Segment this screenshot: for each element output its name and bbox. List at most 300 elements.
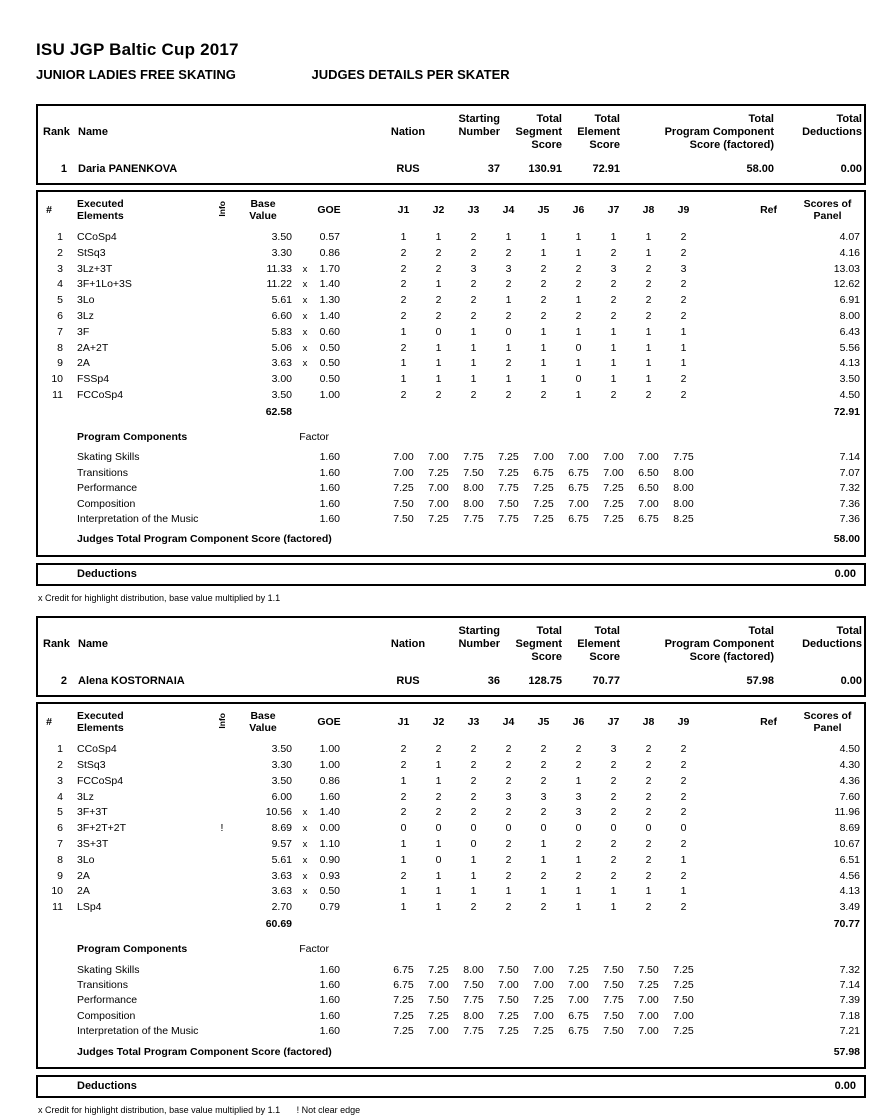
judge-component-score: 6.75	[568, 482, 589, 495]
judge-component-score: 7.25	[673, 1025, 694, 1038]
judge-goe-score: 2	[610, 774, 617, 787]
judge-component-score: 7.00	[393, 451, 414, 464]
element-number: 3	[57, 774, 63, 787]
element-name: 2A	[77, 869, 90, 882]
base-value-total-row	[38, 916, 868, 935]
judge-goe-score: 2	[680, 231, 687, 243]
judge-goe-score: 2	[575, 278, 582, 291]
component-row-lead	[38, 1024, 74, 1039]
judge-goe-score: 1	[575, 774, 582, 787]
judge-goe-score: 2	[540, 309, 547, 322]
judge-component-score: 8.00	[673, 497, 694, 510]
spacer	[344, 246, 386, 262]
judge-goe-score: 1	[540, 357, 547, 370]
judge-column-header: J6	[572, 204, 585, 216]
judge-component-score: 7.25	[393, 1025, 414, 1038]
spacer	[344, 758, 386, 774]
judge-component-score: 7.00	[533, 963, 554, 976]
judge-goe-score: 1	[645, 885, 652, 898]
ref-value	[701, 230, 791, 246]
spacer	[344, 293, 386, 309]
ref-value	[701, 309, 791, 325]
component-name: Skating Skills	[77, 963, 140, 976]
col-scores-of-panel: Scores of Panel	[803, 710, 852, 735]
credit-x-marker	[296, 790, 314, 806]
judge-component-score: 7.00	[603, 451, 624, 464]
judge-goe-score: 2	[680, 774, 687, 787]
footnote-credit: x Credit for highlight distribution, base value multiplied by 1.1	[38, 1105, 281, 1115]
judge-component-score: 7.25	[393, 994, 414, 1007]
element-goe: 1.60	[319, 790, 340, 803]
judge-component-score: 7.25	[533, 497, 554, 510]
component-row	[38, 1024, 868, 1039]
element-goe: 1.00	[319, 743, 340, 756]
judge-component-score: 7.25	[428, 1009, 449, 1022]
judge-goe-score: 2	[575, 262, 582, 275]
component-factor: 1.60	[319, 451, 340, 464]
ref-value	[701, 790, 791, 806]
element-goe: 0.79	[319, 901, 340, 914]
judge-column-header: J2	[432, 204, 445, 216]
credit-x-marker: x	[302, 807, 308, 819]
spacer	[344, 774, 386, 790]
element-base-value: 3.63	[271, 885, 292, 898]
element-score-total: 72.91	[833, 405, 860, 418]
col-deductions: Total	[836, 113, 862, 125]
judge-column-header: J7	[607, 204, 620, 216]
component-panel-score: 7.18	[839, 1009, 860, 1022]
judge-goe-score: 1	[400, 853, 407, 866]
judge-goe-score: 2	[505, 806, 512, 819]
credit-x-marker	[296, 246, 314, 262]
element-row	[38, 821, 868, 837]
component-row-lead	[38, 450, 74, 465]
footnote-edge: ! Not clear edge	[296, 1105, 361, 1115]
element-base-value: 3.50	[271, 743, 292, 756]
judge-goe-score: 0	[435, 325, 442, 338]
ref-value	[701, 293, 791, 309]
judge-goe-score: 3	[470, 262, 477, 275]
program-components-label: Program Components	[77, 430, 188, 443]
element-goe: 0.86	[319, 774, 340, 787]
element-goe: 1.70	[319, 262, 340, 275]
credit-x-marker: x	[302, 326, 308, 338]
element-name: FSSp4	[77, 373, 110, 386]
credit-x-marker	[296, 388, 314, 404]
ref-value	[701, 481, 791, 496]
ref-value	[701, 821, 791, 837]
col-element-score: Total	[594, 113, 620, 125]
element-number: 5	[57, 294, 63, 307]
judge-component-score: 7.25	[498, 1009, 519, 1022]
judge-component-score: 7.50	[428, 994, 449, 1007]
base-value-total: 62.58	[265, 405, 292, 418]
col-executed-elements: Executed Elements	[77, 710, 124, 735]
ref-value	[701, 853, 791, 869]
judge-component-score: 7.25	[533, 512, 554, 525]
judge-goe-score: 2	[575, 869, 582, 882]
element-panel-score: 13.03	[833, 262, 860, 275]
element-base-value: 3.63	[271, 869, 292, 882]
judge-goe-score: 2	[680, 901, 687, 914]
skater-section-1	[36, 104, 866, 603]
component-row	[38, 963, 868, 978]
spacer	[344, 869, 386, 885]
judge-goe-score: 2	[435, 294, 442, 307]
ref-value	[701, 774, 791, 790]
judge-goe-score: 2	[470, 774, 477, 787]
judge-component-score: 8.00	[463, 1009, 484, 1022]
component-panel-score: 7.36	[839, 512, 860, 525]
judge-goe-score: 1	[470, 885, 477, 898]
col-ref: Ref	[760, 204, 777, 216]
element-panel-score: 4.50	[839, 743, 860, 756]
element-row	[38, 293, 868, 309]
credit-x-marker: x	[302, 342, 308, 354]
element-goe: 1.40	[319, 806, 340, 819]
judge-goe-score: 2	[435, 309, 442, 322]
judge-goe-score: 2	[435, 806, 442, 819]
element-panel-score: 6.51	[839, 853, 860, 866]
component-score-value: 58.00	[746, 163, 774, 175]
judge-component-score: 7.50	[393, 497, 414, 510]
judge-goe-score: 1	[470, 341, 477, 354]
skater-summary-box	[36, 616, 866, 697]
judge-goe-score: 2	[645, 853, 652, 866]
judge-goe-score: 2	[470, 294, 477, 307]
judges-total-value: 58.00	[833, 533, 860, 546]
judge-goe-score: 2	[645, 790, 652, 803]
judge-goe-score: 1	[610, 325, 617, 338]
spacer	[344, 262, 386, 278]
judge-component-score: 7.25	[568, 963, 589, 976]
element-base-value: 6.60	[271, 309, 292, 322]
element-panel-score: 11.96	[834, 806, 860, 819]
component-factor: 1.60	[319, 497, 340, 510]
judge-goe-score: 0	[505, 325, 512, 338]
element-name: StSq3	[77, 758, 106, 771]
judge-goe-score: 2	[505, 357, 512, 370]
col-starting-number: Starting	[458, 113, 500, 125]
spacer	[344, 372, 386, 388]
judges-total-value: 57.98	[833, 1045, 860, 1058]
judge-goe-score: 2	[540, 901, 547, 914]
judge-component-score: 7.00	[428, 497, 449, 510]
judge-component-score: 7.50	[463, 466, 484, 479]
judge-component-score: 7.00	[603, 466, 624, 479]
judge-column-header: J4	[502, 716, 515, 729]
element-info-flag	[214, 372, 230, 388]
spacer	[344, 497, 386, 512]
judge-goe-score: 1	[540, 231, 547, 243]
deductions-value: 0.00	[840, 675, 862, 688]
judge-goe-score: 2	[680, 309, 687, 322]
ref-value	[701, 993, 791, 1008]
judge-goe-score: 1	[400, 885, 407, 898]
credit-x-marker: x	[302, 279, 308, 291]
judge-column-header: J8	[642, 716, 655, 729]
judges-total-row	[38, 527, 868, 555]
element-name: 2A	[77, 357, 90, 370]
judge-goe-score: 0	[575, 373, 582, 386]
component-panel-score: 7.36	[839, 497, 860, 510]
element-base-value: 6.00	[271, 790, 292, 803]
judge-component-score: 7.25	[428, 963, 449, 976]
element-number: 1	[57, 231, 63, 243]
judge-goe-score: 2	[540, 262, 547, 275]
element-row	[38, 805, 868, 821]
col-info: Info	[217, 200, 227, 217]
judge-goe-score: 2	[400, 246, 407, 259]
element-row	[38, 262, 868, 278]
judge-goe-score: 1	[505, 885, 512, 898]
starting-number-value: 37	[487, 163, 500, 175]
judge-goe-score: 2	[680, 758, 687, 771]
judge-goe-score: 0	[400, 822, 407, 835]
factor-label: Factor	[299, 430, 329, 443]
col-goe: GOE	[317, 716, 341, 729]
spacer	[344, 963, 386, 978]
element-panel-score: 5.56	[839, 341, 860, 354]
spacer	[344, 1009, 386, 1024]
element-base-value: 3.00	[271, 373, 292, 386]
credit-x-marker: x	[302, 870, 308, 882]
element-name: CCoSp4	[77, 743, 117, 756]
judge-goe-score: 1	[645, 246, 652, 259]
element-panel-score: 4.30	[839, 758, 860, 771]
element-info-flag	[214, 837, 230, 853]
element-name: 3F+3T	[77, 806, 108, 819]
judge-goe-score: 2	[610, 246, 617, 259]
element-row	[38, 884, 868, 900]
ref-value	[701, 900, 791, 916]
judge-component-score: 7.25	[673, 963, 694, 976]
judge-component-score: 7.00	[638, 1025, 659, 1038]
col-x-marker	[296, 704, 314, 742]
element-base-value: 9.57	[271, 837, 292, 850]
spacer	[344, 388, 386, 404]
segment-score-value: 130.91	[528, 163, 562, 175]
judge-goe-score: 1	[610, 231, 617, 243]
judge-goe-score: 3	[610, 743, 617, 756]
element-number: 8	[57, 341, 63, 354]
col-name: Name	[78, 126, 108, 138]
element-info-flag	[214, 262, 230, 278]
judge-goe-score: 2	[610, 278, 617, 291]
judge-goe-score: 2	[505, 743, 512, 756]
summary-header-line1: Starting Total Total Total Total	[458, 625, 862, 638]
element-row	[38, 309, 868, 325]
judge-goe-score: 1	[435, 901, 442, 914]
element-info-flag	[214, 884, 230, 900]
element-row	[38, 230, 868, 246]
report-title: JUDGES DETAILS PER SKATER	[311, 67, 510, 82]
judge-goe-score: 1	[435, 373, 442, 386]
judge-column-header: J6	[572, 716, 585, 729]
element-base-value: 5.83	[271, 325, 292, 338]
element-number: 4	[57, 278, 63, 291]
element-row	[38, 774, 868, 790]
element-goe: 0.60	[319, 325, 340, 338]
judge-goe-score: 3	[575, 806, 582, 819]
program-components-header-row	[38, 935, 868, 963]
judge-component-score: 7.25	[638, 978, 659, 991]
element-base-value: 3.50	[271, 231, 292, 243]
element-goe: 1.40	[319, 278, 340, 291]
judge-goe-score: 3	[505, 262, 512, 275]
judge-goe-score: 1	[645, 373, 652, 386]
element-number: 4	[57, 790, 63, 803]
judge-column-header: J1	[397, 716, 410, 729]
skater-name: Alena KOSTORNAIA	[78, 675, 185, 688]
element-panel-score: 6.91	[839, 294, 860, 307]
segment-score-value: 128.75	[528, 675, 562, 688]
component-factor: 1.60	[319, 978, 340, 991]
element-name: 3S+3T	[77, 837, 109, 850]
judge-goe-score: 2	[540, 758, 547, 771]
credit-x-marker: x	[302, 263, 308, 275]
skater-summary-row	[38, 664, 868, 695]
element-number: 10	[51, 885, 63, 898]
component-row	[38, 497, 868, 512]
credit-x-marker	[296, 230, 314, 246]
footnote-credit: x Credit for highlight distribution, base value multiplied by 1.1	[38, 593, 281, 604]
spacer	[344, 900, 386, 916]
component-name: Performance	[77, 994, 138, 1007]
judge-goe-score: 0	[435, 822, 442, 835]
judge-goe-score: 2	[575, 309, 582, 322]
ref-value	[701, 388, 791, 404]
judge-column-header: J7	[607, 716, 620, 729]
element-row	[38, 277, 868, 293]
judge-goe-score: 2	[645, 388, 652, 401]
element-goe: 1.00	[319, 758, 340, 771]
judge-goe-score: 1	[575, 231, 582, 243]
judge-component-score: 7.00	[568, 978, 589, 991]
element-panel-score: 6.43	[839, 325, 860, 338]
element-number: 11	[52, 901, 63, 914]
judge-component-score: 7.00	[673, 1009, 694, 1022]
judge-component-score: 7.25	[428, 466, 449, 479]
element-row	[38, 869, 868, 885]
col-executed-elements: Executed Elements	[77, 198, 124, 222]
judge-component-score: 7.50	[603, 1025, 624, 1038]
element-number: 8	[57, 853, 63, 866]
col-scores-of-panel: Scores of Panel	[803, 198, 852, 222]
judge-goe-score: 1	[575, 325, 582, 338]
element-number: 9	[57, 357, 63, 370]
element-panel-score: 3.49	[839, 901, 860, 914]
judge-goe-score: 2	[435, 743, 442, 756]
judge-goe-score: 2	[505, 246, 512, 259]
judge-goe-score: 1	[610, 341, 617, 354]
judge-goe-score: 1	[400, 325, 407, 338]
spacer	[344, 481, 386, 496]
judge-goe-score: 2	[540, 294, 547, 307]
judge-component-score: 7.75	[673, 451, 694, 464]
judge-component-score: 8.00	[463, 963, 484, 976]
rank-value: 1	[60, 163, 67, 175]
base-value-total-row	[38, 404, 868, 423]
element-goe: 1.10	[319, 837, 340, 850]
summary-header-line3: Score Score Score (factored)	[531, 651, 774, 664]
element-goe: 0.50	[319, 341, 340, 354]
element-info-flag	[214, 900, 230, 916]
component-panel-score: 7.32	[839, 963, 860, 976]
credit-x-marker: x	[302, 310, 308, 322]
element-row	[38, 372, 868, 388]
judge-component-score: 7.50	[673, 994, 694, 1007]
spacer	[344, 192, 386, 230]
judge-goe-score: 1	[575, 885, 582, 898]
judge-goe-score: 2	[400, 262, 407, 275]
program-components-header-row	[38, 423, 868, 451]
judge-component-score: 7.50	[603, 1009, 624, 1022]
judge-goe-score: 1	[645, 357, 652, 370]
component-panel-score: 7.32	[839, 482, 860, 495]
judge-goe-score: 2	[540, 774, 547, 787]
judge-component-score: 7.75	[463, 512, 484, 525]
component-row-lead	[38, 993, 74, 1008]
judge-goe-score: 2	[470, 901, 477, 914]
credit-x-marker	[296, 774, 314, 790]
component-row-lead	[38, 963, 74, 978]
component-row	[38, 466, 868, 481]
judge-component-score: 7.25	[498, 1025, 519, 1038]
spacer	[344, 325, 386, 341]
element-name: 3Lz	[77, 790, 94, 803]
credit-x-marker	[296, 372, 314, 388]
judge-component-score: 8.25	[673, 512, 694, 525]
judge-goe-score: 1	[540, 373, 547, 386]
judge-goe-score: 1	[575, 357, 582, 370]
ref-value	[701, 262, 791, 278]
element-number: 9	[57, 869, 63, 882]
element-panel-score: 4.13	[839, 357, 860, 370]
judge-goe-score: 2	[400, 388, 407, 401]
judge-goe-score: 1	[645, 325, 652, 338]
judge-goe-score: 0	[540, 822, 547, 835]
skater-section-2	[36, 616, 866, 1115]
element-number: 11	[52, 388, 63, 401]
judge-goe-score: 2	[540, 278, 547, 291]
judge-component-score: 7.50	[498, 963, 519, 976]
judge-goe-score: 2	[610, 837, 617, 850]
nation-value: RUS	[396, 675, 420, 688]
judge-goe-score: 2	[645, 837, 652, 850]
judge-goe-score: 2	[505, 278, 512, 291]
judge-component-score: 7.00	[428, 1025, 449, 1038]
element-number: 7	[57, 325, 63, 338]
elements-table	[38, 192, 868, 555]
ref-value	[701, 805, 791, 821]
element-goe: 0.90	[319, 853, 340, 866]
element-info-flag	[214, 742, 230, 758]
element-info-flag	[214, 805, 230, 821]
judge-goe-score: 1	[400, 774, 407, 787]
judge-goe-score: 2	[645, 309, 652, 322]
component-factor: 1.60	[319, 512, 340, 525]
judge-component-score: 7.50	[603, 963, 624, 976]
judge-component-score: 7.25	[603, 482, 624, 495]
judge-goe-score: 2	[610, 790, 617, 803]
judge-goe-score: 1	[435, 341, 442, 354]
ref-value	[701, 246, 791, 262]
judge-column-header: J5	[537, 204, 550, 216]
element-row	[38, 356, 868, 372]
elements-table	[38, 704, 868, 1067]
judge-component-score: 7.75	[498, 482, 519, 495]
